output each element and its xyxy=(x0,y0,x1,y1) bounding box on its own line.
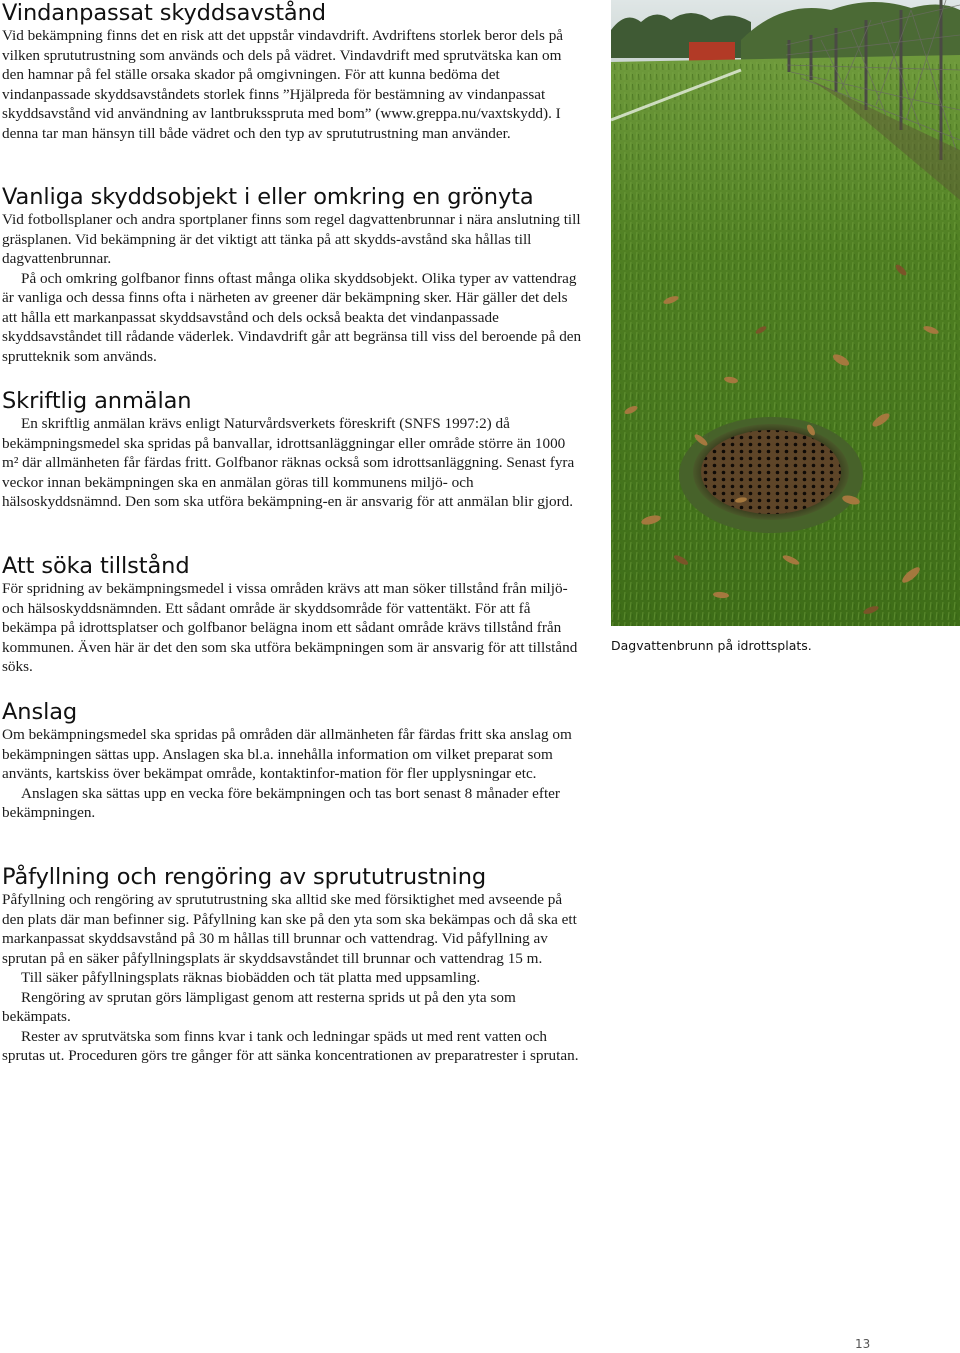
paragraph: Till säker påfyllningsplats räknas biobädden och tät platta med uppsamling. xyxy=(21,969,481,986)
paragraph: Rengöring av sprutan görs lämpligast genom att resterna sprids ut på den yta som bekämpats. xyxy=(2,988,516,1025)
page-number: 13 xyxy=(855,1337,871,1351)
paragraph: Vid bekämpning finns det en risk att det uppstår vindavdrift. Avdriftens storlek beror dels på vilken sprututrustning som används och dels på vädret. Vindavdrift med sprutvätska kan om den hamnar på fel ställe orsaka skador på omgivningen. För att kunna bedöma det vindanpassade skyddsavståndets storlek finns ”Hjälpreda för bestämning av vindanpassat skyddsavstånd vid användning av lantbruksspruta med bom” (www.greppa.nu/vaxtskydd). I denna tar man hänsyn till både vädret och den typ av sprututrustning man använder. xyxy=(2,27,564,142)
paragraph: Vid fotbollsplaner och andra sportplaner finns som regel dagvattenbrunnar i nära anslutning till gräsplanen. Vid bekämpning är det viktigt att tänka på att skydds-avstånd ska hållas till dagvattenbrunnar. xyxy=(2,211,581,267)
paragraph: För spridning av bekämpningsmedel i vissa områden krävs att man söker tillstånd från miljö- och hälsoskyddsnämnden. Ett sådant område är skyddsområde för vattentäkt. För att få bekämpa på idrottsplatser och golfbanor belägna inom ett sådant område krävs tillstånd från kommunen. Även här är det den som ska utföra bekämpningen som är ansvarig för att tillstånd söks. xyxy=(2,580,578,675)
section-anslag xyxy=(2,699,582,823)
section-vindanpassat xyxy=(2,0,582,143)
paragraph: Anslagen ska sättas upp en vecka före bekämpningen och tas bort senast 8 månader efter bekämpningen. xyxy=(2,784,560,821)
heading-skriftlig-anmalan: Skriftlig anmälan xyxy=(2,388,192,414)
heading-skyddsobjekt: Vanliga skyddsobjekt i eller omkring en grönyta xyxy=(2,184,534,210)
heading-anslag: Anslag xyxy=(2,699,78,725)
section-pafyllning xyxy=(2,864,582,1066)
figure-caption: Dagvattenbrunn på idrottsplats. xyxy=(611,638,812,653)
paragraph: En skriftlig anmälan krävs enligt Naturvårdsverkets föreskrift (SNFS 1997:2) då bekämpningsmedel ska spridas på banvallar, idrottsanläggningar eller område större än 1000 m² där allmänheten får färdas fritt. Golfbanor räknas också som idrottsanläggning. Senast fyra veckor innan bekämpningen ska en anmälan göras till kommunens miljö- och hälsoskyddsnämnd. Den som ska utföra bekämpning-en är ansvarig för att anmälan blir gjord. xyxy=(2,415,575,510)
section-skriftlig-anmalan xyxy=(2,388,582,512)
storm-drain-photo xyxy=(611,0,960,626)
paragraph: Om bekämpningsmedel ska spridas på områden där allmänheten får färdas fritt ska anslag om bekämpningen sättas upp. Anslagen ska bl.a. innehålla information om vilket preparat som använts, kartskiss över bekämpat område, kontaktinfor-mation för fler upplysningar etc. xyxy=(2,726,572,782)
paragraph: På och omkring golfbanor finns oftast många olika skyddsobjekt. Olika typer av vattendrag är vanliga och dessa finns ofta i närheten av greener där bekämpning sker. Här gäller det dels att hålla ett markanpassat skyddsavstånd och dels också beakta det vindanpassade skyddsavståndet till rådande väderlek. Vindavdrift går att begränsa till viss del beroende på den sprutteknik som används. xyxy=(2,269,582,365)
heading-pafyllning: Påfyllning och rengöring av sprututrustning xyxy=(2,864,487,890)
section-soka-tillstand xyxy=(2,553,582,677)
heading-soka-tillstand: Att söka tillstånd xyxy=(2,553,190,579)
paragraph: Rester av sprutvätska som finns kvar i tank och ledningar späds ut med rent vatten och sprutas ut. Proceduren görs tre gånger för att sänka koncentrationen av preparatrester i sprutan. xyxy=(2,1027,579,1064)
paragraph: Påfyllning och rengöring av sprututrustning ska alltid ske med försiktighet med avseende på den plats där man befinner sig. Påfyllning kan ske på den yta som ska bekämpas och då ska ett markanpassat skyddsavstånd på 30 m hållas till brunnar och vattendrag. Vid påfyllning av sprutan på en säker påfyllningsplats är skyddsavståndet till brunnar och vattendrag 15 m. xyxy=(2,891,577,967)
section-skyddsobjekt xyxy=(2,184,582,366)
heading-vindanpassat: Vindanpassat skyddsavstånd xyxy=(2,0,326,26)
